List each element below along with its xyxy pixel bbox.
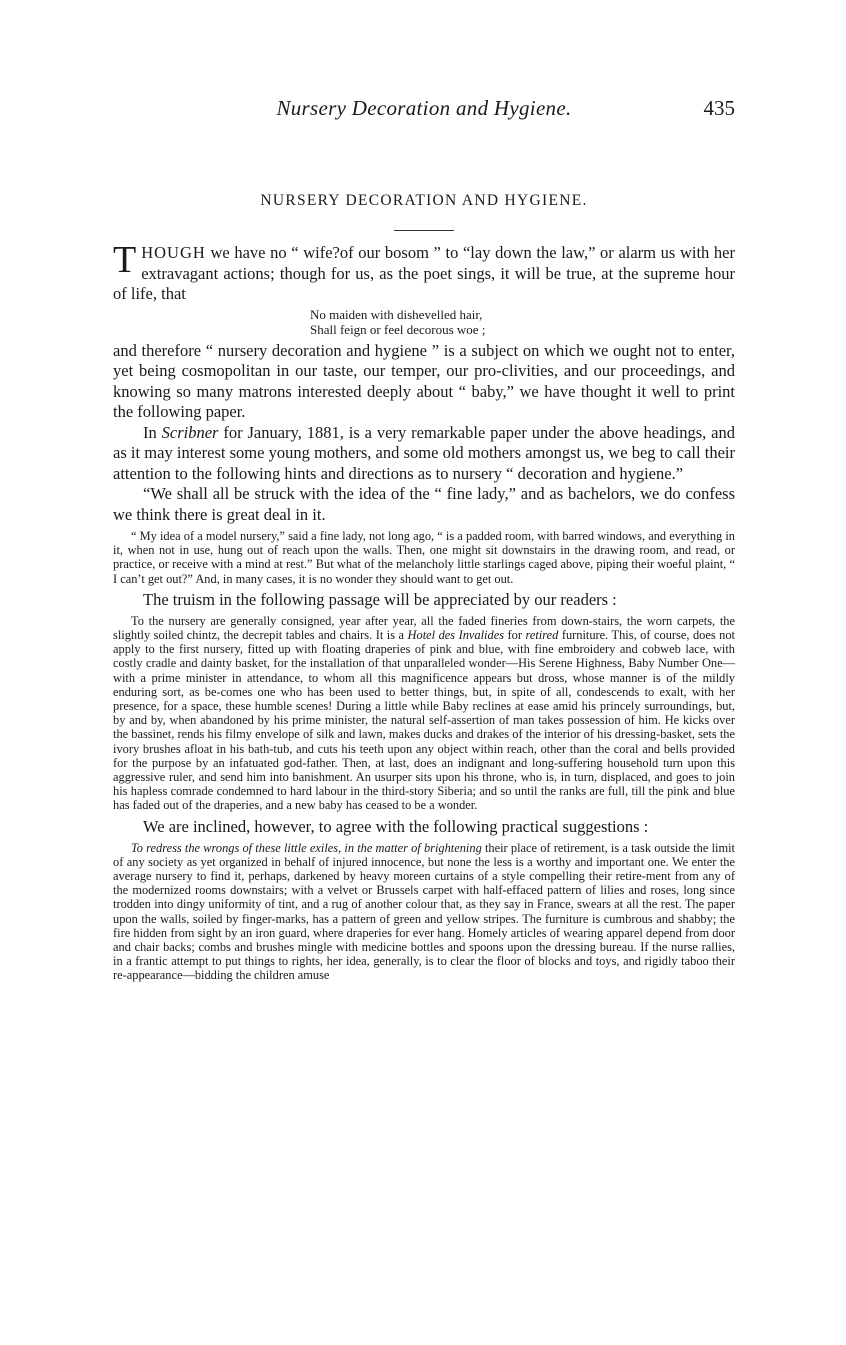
article-title: NURSERY DECORATION AND HYGIENE.: [260, 192, 588, 209]
paragraph-2: [113, 423, 735, 485]
quote2-part-a: To the nursery are generally consigned, year after year, all the faded fineries from down-stairs, the worn carpets, the slightly soiled chintz, the decrepit tables and chairs. It is a: [113, 613, 735, 643]
paragraph-4: The truism in the following passage will be appreciated by our readers :: [143, 589, 617, 609]
quotation-practical-suggestions: [113, 841, 735, 983]
quote3-italic: To redress the wrongs of these little exiles, in the matter of brightening: [131, 840, 482, 855]
paragraph-2-prefix: In: [143, 422, 162, 442]
verse-line: Shall feign or feel decorous woe ;: [310, 321, 486, 337]
title-divider: [394, 230, 454, 231]
hotel-des-invalides-italic: Hotel des Invalides: [407, 628, 505, 643]
quote2-part-c: furniture. This, of course, does not apply to the first nursery, fitted up with floating draperies of pink and blue, with fine embroidery and cobweb lace, with costly cradle and dainty basket, for the installation of that unparalleled wonder—His Serene Highness, Baby Number One—with a prime minister in attendance, to whom all this magnificence appears but dross, whose manner is of the mildly enduring sort, as be-comes one who has been used to better things, but, in spite of all, condescends to exalt, with her presence, for a space, these humble scenes! During a little while Baby reclines at ease amid his princely surroundings, but, by and by, when abandoned by his prime minister, the natural self-assertion of man takes possession of him. He kicks over the bassinet, rends his filmy envelope of silk and lawn, makes ducks and drakes of the interior of his dressing-basket, sets the ivory brushes afloat in his bath-tub, and cuts his teeth upon any object within reach, other than the coral and bells provided for the purpose by an infatuated god-father. Then, at last, does an indignant and long-suffering household turn upon this aggressive ruler, and send him into banishment. An usurper sits upon his throne, who is, in turn, displaced, and goes to join his hapless comrade condemned to hard labour in the third-story Siberia; and so until the ranks are full, till the pink and blue has faded out of the draperies, and a new baby has ceased to be a wonder.: [113, 628, 735, 813]
page-number: 435: [703, 96, 735, 120]
running-title: Nursery Decoration and Hygiene.: [276, 96, 572, 120]
paragraph-5: We are inclined, however, to agree with the following practical suggestions :: [143, 816, 649, 836]
quotation-nursery-passage: [113, 614, 735, 813]
running-head: [113, 90, 735, 130]
intro-lead-word: HOUGH: [141, 243, 206, 262]
journal-page: [113, 90, 735, 987]
verse-quotation: [310, 307, 735, 337]
quote2-part-b: for: [504, 628, 526, 643]
quote3-rest: their place of retirement, is a task outside the limit of any society as yet organized in behalf of injured innocence, but none the less is a worthy and important one. We enter the average nursery to find it, perhaps, darkened by heavy moreen curtains of a style compelling their retire-ment from any of the modernized rooms downstairs; with a velvet or Brussels carpet with half-effaced pattern of lilies and roses, long since trodden into dingy uniformity of tint, and a rug of another colour that, as they say in France, swears at all the rest. The paper upon the walls, soiled by finger-marks, has a pattern of green and yellow stripes. The furniture is cumbrous and shabby; the fire hidden from sight by an iron guard, where draperies for ever hang. Homely articles of wearing apparel depend from door and chair backs; combs and brushes mingle with medicine bottles and spoons upon the dressing bureau. If the nurse rallies, in a frantic attempt to put things to rights, her idea, generally, is to clear the floor of blocks and toys, and rigidly taboo their re-appearance—bidding the children amuse: [113, 840, 735, 983]
scribner-italic: Scribner: [161, 422, 219, 442]
drop-cap: T: [113, 239, 137, 281]
intro-text: we have no “ wife?of our bosom ” to “lay down the law,” or alarm us with her extravagant actions; though for us, as the poet sings, it will be true, at the supreme hour of life, that: [113, 243, 735, 303]
intro-paragraph: [113, 239, 735, 305]
quotation-fine-lady: “ My idea of a model nursery,” said a fine lady, not long ago, “ is a padded room, with barred windows, and everything in it, when not in use, hung out of reach upon the walls. Then, one might sit downstairs in the drawing room, and read, or practice, or receive with a mind at rest.” But what of the melancholy little starlings caged above, piping their woeful plaint, “ I can’t get out?” And, in many cases, it is no wonder they should want to get out.: [113, 529, 735, 586]
paragraph-3: “We shall all be struck with the idea of the “ fine lady,” and as bachelors, we do confess we think there is great deal in it.: [113, 484, 735, 524]
paragraph-1: and therefore “ nursery decoration and hygiene ” is a subject on which we ought not to enter, yet being cosmopolitan in our taste, our temper, our pro-clivities, and our proceedings, and knowing so many matrons interested deeply about “ baby,” we have thought it well to print the following paper.: [113, 340, 735, 421]
retired-italic: retired: [525, 628, 559, 643]
paragraph-2-rest: for January, 1881, is a very remarkable paper under the above headings, and as it may interest some young mothers, and some old mothers amongst us, we beg to call their attention to the following hints and directions as to nursery “ decoration and hygiene.”: [113, 422, 735, 483]
verse-line: No maiden with dishevelled hair,: [310, 306, 483, 322]
